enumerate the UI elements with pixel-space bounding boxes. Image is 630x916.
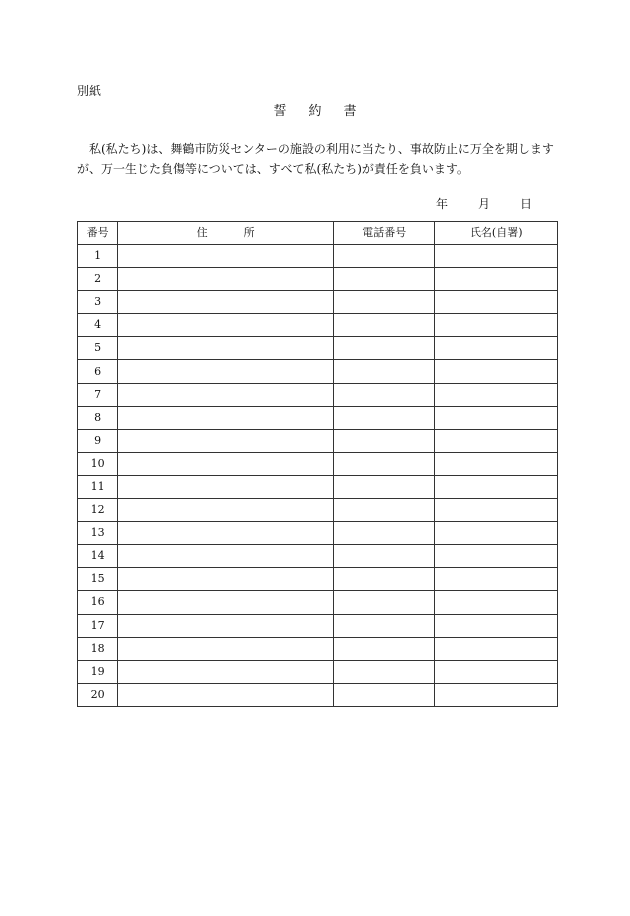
address-cell[interactable] (118, 383, 334, 406)
table-row (78, 614, 558, 637)
phone-cell[interactable] (334, 314, 435, 337)
address-cell[interactable] (118, 614, 334, 637)
row-number: 13 (78, 522, 118, 545)
page-title (0, 103, 630, 121)
row-number: 2 (78, 268, 118, 291)
signature-cell[interactable] (435, 660, 558, 683)
signature-cell[interactable] (435, 406, 558, 429)
date-day-label: 日 (519, 197, 532, 211)
row-number: 20 (78, 683, 118, 706)
header-address-part1: 住 (196, 226, 208, 239)
row-number: 10 (78, 452, 118, 475)
header-phone: 電話番号 (334, 222, 435, 245)
address-cell[interactable] (118, 499, 334, 522)
address-cell[interactable] (118, 360, 334, 383)
signature-cell[interactable] (435, 522, 558, 545)
phone-cell[interactable] (334, 499, 435, 522)
table-row (78, 568, 558, 591)
title-char-1: 誓 (273, 104, 287, 119)
row-number: 11 (78, 475, 118, 498)
row-number: 4 (78, 314, 118, 337)
title-char-2: 約 (308, 104, 322, 119)
table-row (78, 522, 558, 545)
signature-cell[interactable] (435, 383, 558, 406)
row-number: 15 (78, 568, 118, 591)
signature-cell[interactable] (435, 499, 558, 522)
row-number: 6 (78, 360, 118, 383)
signature-cell[interactable] (435, 268, 558, 291)
signature-cell[interactable] (435, 475, 558, 498)
signature-cell[interactable] (435, 429, 558, 452)
table-row (78, 591, 558, 614)
phone-cell[interactable] (334, 383, 435, 406)
row-number: 18 (78, 637, 118, 660)
date-year-label: 年 (435, 197, 448, 211)
address-cell[interactable] (118, 545, 334, 568)
address-cell[interactable] (118, 337, 334, 360)
signature-cell[interactable] (435, 291, 558, 314)
address-cell[interactable] (118, 591, 334, 614)
row-number: 12 (78, 499, 118, 522)
signature-cell[interactable] (435, 360, 558, 383)
address-cell[interactable] (118, 245, 334, 268)
pledge-line-1: 私(私たち)は、舞鶴市防災センターの施設の利用に当たり、事故防止に万全を期します (89, 142, 554, 156)
table-row (78, 383, 558, 406)
table-row (78, 406, 558, 429)
signature-cell[interactable] (435, 614, 558, 637)
signers-table (77, 221, 558, 707)
row-number: 14 (78, 545, 118, 568)
phone-cell[interactable] (334, 568, 435, 591)
signature-cell[interactable] (435, 314, 558, 337)
table-row (78, 452, 558, 475)
table-row (78, 660, 558, 683)
table-row (78, 245, 558, 268)
phone-cell[interactable] (334, 291, 435, 314)
signature-cell[interactable] (435, 637, 558, 660)
phone-cell[interactable] (334, 614, 435, 637)
address-cell[interactable] (118, 452, 334, 475)
address-cell[interactable] (118, 314, 334, 337)
phone-cell[interactable] (334, 545, 435, 568)
address-cell[interactable] (118, 660, 334, 683)
table-row (78, 637, 558, 660)
table-row (78, 268, 558, 291)
phone-cell[interactable] (334, 406, 435, 429)
row-number: 8 (78, 406, 118, 429)
signature-cell[interactable] (435, 245, 558, 268)
signature-cell[interactable] (435, 452, 558, 475)
attachment-label: 別紙 (77, 84, 102, 98)
row-number: 19 (78, 660, 118, 683)
phone-cell[interactable] (334, 683, 435, 706)
phone-cell[interactable] (334, 268, 435, 291)
header-name: 氏名(自署) (435, 222, 558, 245)
phone-cell[interactable] (334, 660, 435, 683)
row-number: 17 (78, 614, 118, 637)
table-row (78, 429, 558, 452)
row-number: 3 (78, 291, 118, 314)
phone-cell[interactable] (334, 429, 435, 452)
table-row (78, 337, 558, 360)
address-cell[interactable] (118, 406, 334, 429)
table-row (78, 475, 558, 498)
row-number: 9 (78, 429, 118, 452)
phone-cell[interactable] (334, 360, 435, 383)
phone-cell[interactable] (334, 337, 435, 360)
phone-cell[interactable] (334, 245, 435, 268)
row-number: 16 (78, 591, 118, 614)
title-char-3: 書 (343, 104, 357, 119)
phone-cell[interactable] (334, 591, 435, 614)
header-number: 番号 (78, 222, 118, 245)
address-cell[interactable] (118, 268, 334, 291)
signature-cell[interactable] (435, 337, 558, 360)
phone-cell[interactable] (334, 522, 435, 545)
date-line (436, 196, 532, 212)
address-cell[interactable] (118, 475, 334, 498)
address-cell[interactable] (118, 291, 334, 314)
address-cell[interactable] (118, 637, 334, 660)
signature-cell[interactable] (435, 568, 558, 591)
address-cell[interactable] (118, 683, 334, 706)
header-address-part2: 所 (243, 226, 255, 239)
address-cell[interactable] (118, 429, 334, 452)
phone-cell[interactable] (334, 475, 435, 498)
pledge-line-2: が、万一生じた負傷等については、すべて私(私たち)が責任を負います。 (77, 162, 469, 176)
address-cell[interactable] (118, 522, 334, 545)
signature-cell[interactable] (435, 545, 558, 568)
table-row (78, 291, 558, 314)
table-row (78, 683, 558, 706)
header-address (118, 222, 334, 245)
pledge-paragraph (77, 139, 559, 179)
table-header-row (78, 222, 558, 245)
date-month-label: 月 (477, 197, 490, 211)
row-number: 7 (78, 383, 118, 406)
phone-cell[interactable] (334, 452, 435, 475)
row-number: 1 (78, 245, 118, 268)
table-row (78, 545, 558, 568)
table-row (78, 314, 558, 337)
address-cell[interactable] (118, 568, 334, 591)
signature-cell[interactable] (435, 683, 558, 706)
table-row (78, 360, 558, 383)
phone-cell[interactable] (334, 637, 435, 660)
signature-cell[interactable] (435, 591, 558, 614)
row-number: 5 (78, 337, 118, 360)
table-row (78, 499, 558, 522)
